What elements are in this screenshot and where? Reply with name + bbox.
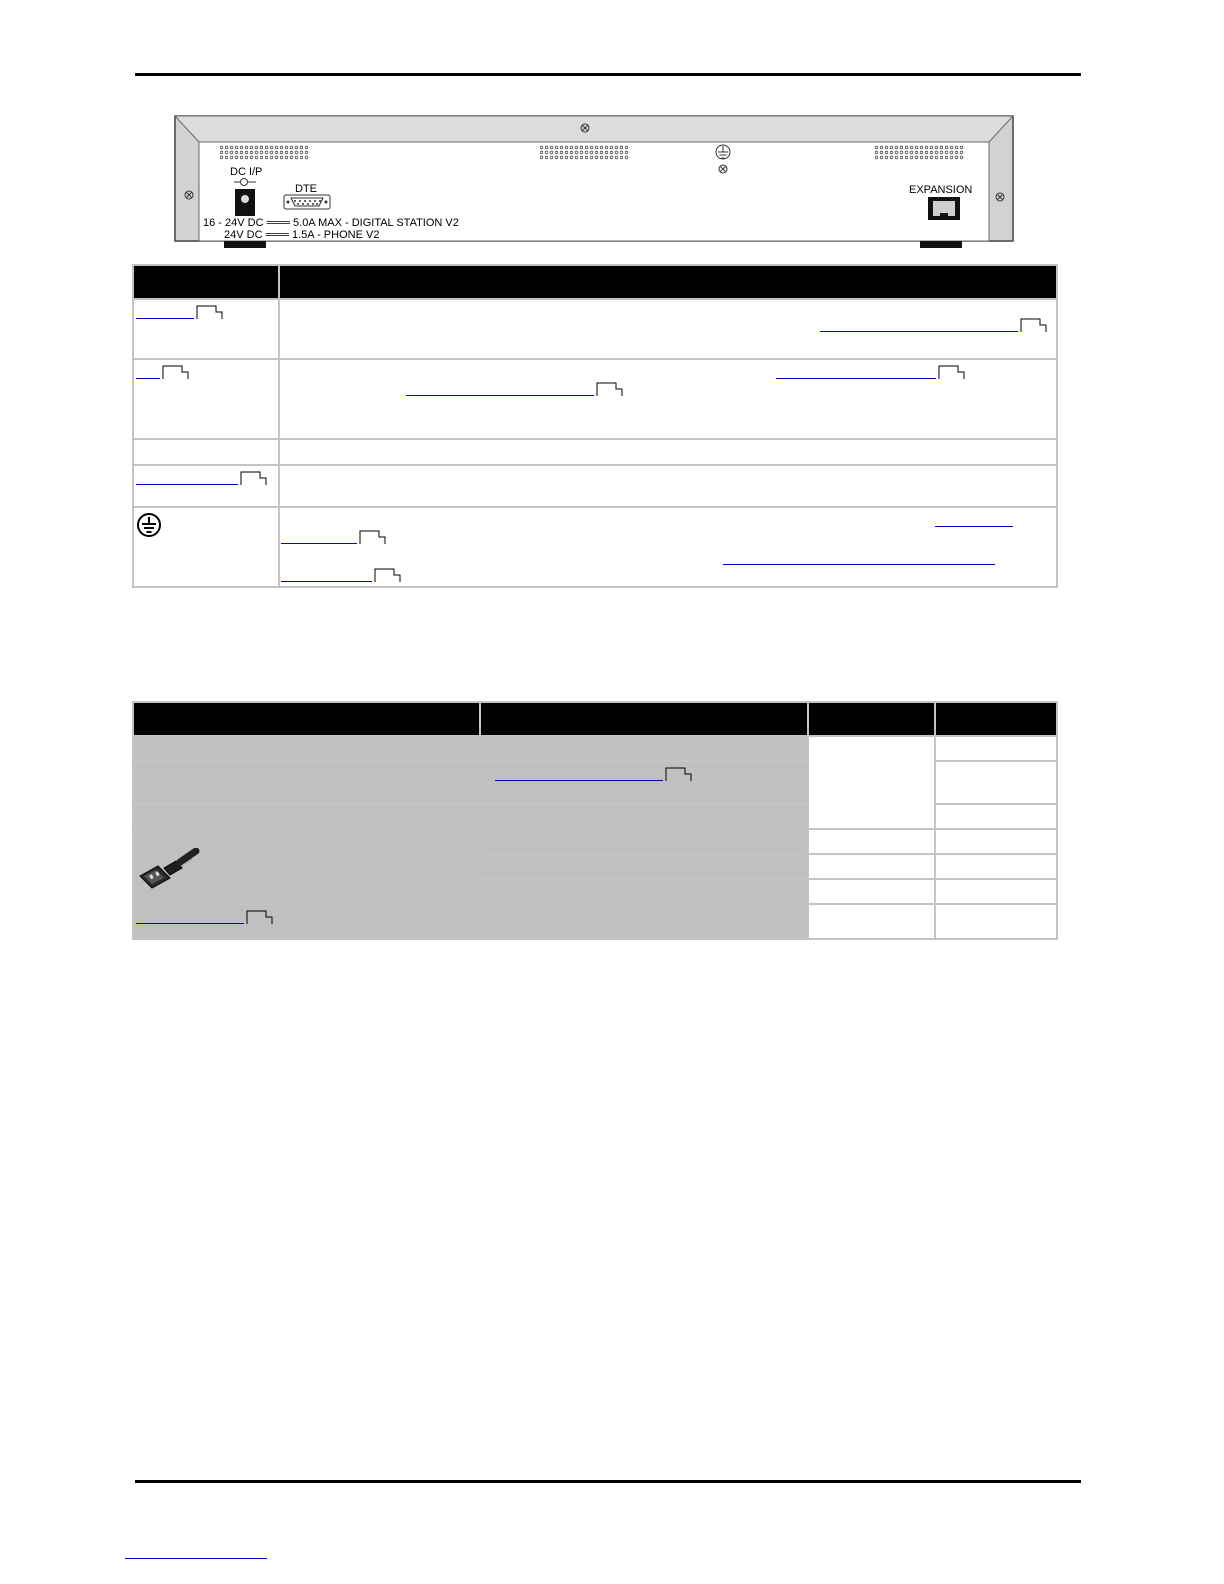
ports-header-cell-description	[279, 265, 1057, 299]
page-reference-icon[interactable]	[162, 364, 190, 380]
ports-header-cell-port	[133, 265, 279, 299]
port-cell	[133, 439, 279, 465]
ports-table-header	[133, 265, 1057, 299]
table-cell	[480, 804, 808, 829]
table-cell	[935, 829, 1057, 854]
header-rule	[135, 73, 1081, 76]
page-reference-icon[interactable]	[240, 470, 268, 486]
ground-symbol-icon	[134, 508, 278, 538]
power-supply-table	[132, 701, 1058, 940]
page-reference-icon[interactable]	[665, 766, 693, 782]
description-link[interactable]	[406, 381, 594, 396]
table-cell	[133, 829, 480, 904]
table-cell	[808, 854, 935, 879]
table-row	[133, 904, 1057, 939]
footer-rule	[135, 1480, 1081, 1483]
port-cell	[133, 299, 279, 359]
power-header-cell	[480, 702, 808, 736]
table-row	[133, 829, 1057, 854]
table-cell	[935, 879, 1057, 904]
power-cord-plug-icon	[134, 830, 479, 897]
table-cell	[133, 904, 480, 939]
page-reference-icon[interactable]	[1020, 317, 1048, 333]
description-link[interactable]	[281, 567, 372, 582]
table-row	[133, 507, 1057, 587]
power-header-cell	[133, 702, 480, 736]
port-cell	[133, 359, 279, 439]
power-header-cell	[935, 702, 1057, 736]
expansion-port-label: EXPANSION	[909, 184, 973, 196]
description-link[interactable]	[820, 317, 1018, 332]
power-header-cell	[808, 702, 935, 736]
port-link[interactable]	[136, 364, 160, 379]
port-link[interactable]	[136, 470, 238, 485]
table-cell	[935, 736, 1057, 761]
power-supply-link[interactable]	[136, 909, 244, 924]
table-cell	[808, 904, 935, 939]
description-cell	[279, 359, 1057, 439]
table-cell	[935, 904, 1057, 939]
rating-line-2: 24V DC ═══ 1.5A - PHONE V2	[224, 229, 380, 241]
dc-input-label: DC I/P	[230, 166, 263, 178]
page-reference-icon[interactable]	[374, 567, 402, 583]
power-table-header	[133, 702, 1057, 736]
port-cell	[133, 465, 279, 507]
table-cell	[480, 854, 808, 879]
page-reference-icon[interactable]	[246, 909, 274, 925]
port-cell	[133, 507, 279, 587]
table-cell	[808, 829, 935, 854]
table-cell	[480, 904, 808, 939]
table-cell	[480, 761, 808, 804]
table-row	[133, 359, 1057, 439]
description-cell	[279, 439, 1057, 465]
dte-port-label: DTE	[295, 183, 317, 195]
description-cell	[279, 465, 1057, 507]
page-reference-icon[interactable]	[196, 304, 224, 320]
table-row	[133, 439, 1057, 465]
table-cell	[133, 761, 480, 804]
footer-link[interactable]	[125, 1558, 267, 1559]
description-link[interactable]	[776, 364, 936, 379]
description-link[interactable]	[935, 512, 1013, 527]
rear-ports-table	[132, 264, 1058, 588]
table-row	[133, 736, 1057, 761]
description-link[interactable]	[723, 550, 995, 565]
page-reference-icon[interactable]	[596, 381, 624, 397]
table-cell	[133, 736, 480, 761]
table-cell	[808, 736, 935, 829]
table-cell	[935, 804, 1057, 829]
table-cell	[480, 879, 808, 904]
page-reference-icon[interactable]	[359, 529, 387, 545]
port-link[interactable]	[136, 304, 194, 319]
table-cell	[935, 761, 1057, 804]
description-cell	[279, 299, 1057, 359]
power-supply-link[interactable]	[495, 766, 663, 781]
rating-line-1: 16 - 24V DC ═══ 5.0A MAX - DIGITAL STATION V2	[203, 217, 459, 229]
table-cell	[808, 879, 935, 904]
table-row	[133, 465, 1057, 507]
rear-panel-diagram	[174, 115, 1014, 251]
table-row	[133, 299, 1057, 359]
table-cell	[935, 854, 1057, 879]
table-cell	[480, 736, 808, 761]
table-cell	[133, 804, 480, 829]
description-cell	[279, 507, 1057, 587]
page-reference-icon[interactable]	[938, 364, 966, 380]
description-link[interactable]	[281, 529, 357, 544]
table-cell	[480, 829, 808, 854]
